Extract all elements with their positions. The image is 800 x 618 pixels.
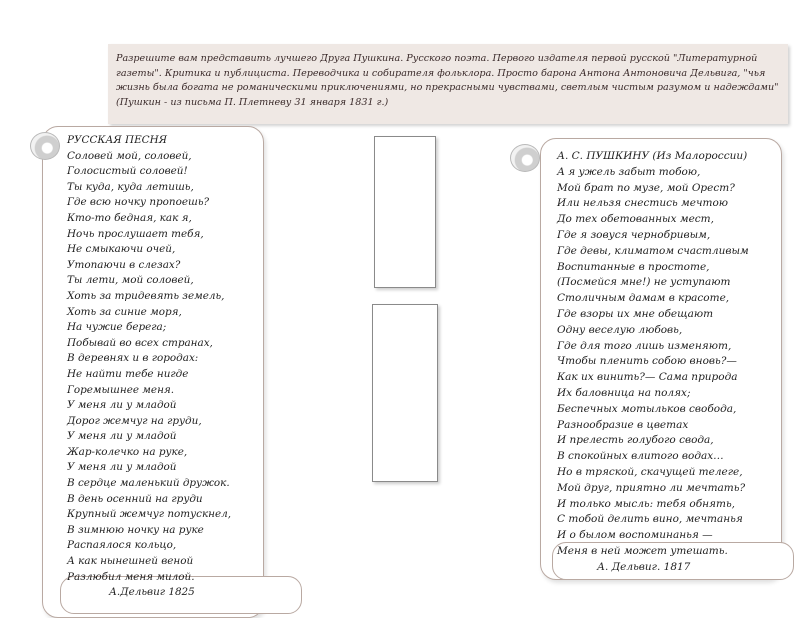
poem-line: Как их винить?— Сама природа bbox=[557, 371, 738, 384]
poem-line: Разлюбил меня милой. bbox=[67, 570, 195, 583]
poem-line: Воспитанные в простоте, bbox=[557, 260, 710, 273]
poem-line: Столичным дамам в красоте, bbox=[557, 292, 730, 305]
poem-line: А как нынешней веной bbox=[67, 555, 194, 568]
poem-title: А. С. ПУШКИНУ (Из Малороссии) bbox=[557, 150, 748, 162]
poem-line: Мой друг, приятно ли мечтать? bbox=[557, 481, 746, 494]
intro-text: Разрешите вам представить лучшего Друга Пушкина. Русского поэта. Первого издателя первой русской "Литературной газеты". Критика и публициста. Переводчика и собирателя фольклора. Просто барона Антона Антоновича Дельвига, "чья жизнь была богата не романическими приключениями, но прекрасными чувствами, светлым чистым разумом и надеждами" (Пушкин - из письма П. Плетневу 31 января 1831 г.) bbox=[116, 53, 779, 108]
poem-line: А я ужель забыт тобою, bbox=[557, 165, 701, 178]
poem-line: Ты лети, мой соловей, bbox=[67, 274, 194, 287]
poem-line: В сердце маленький дружок. bbox=[67, 477, 230, 490]
poem-line: С тобой делить вино, мечтанья bbox=[557, 513, 743, 526]
poem-line: Мой брат по музе, мой Орест? bbox=[557, 181, 735, 194]
to-pushkin-poem bbox=[557, 149, 749, 576]
poem-signature: А.Дельвиг 1825 bbox=[109, 586, 195, 599]
poem-line: Беспечных мотыльков свобода, bbox=[557, 402, 737, 415]
poem-line: Жар-колечко на руке, bbox=[67, 445, 188, 458]
poem-line: В зимнюю ночку на руке bbox=[67, 523, 204, 536]
poem-line: Где взоры их мне обещают bbox=[557, 307, 714, 320]
poem-line: Кто-то бедная, как я, bbox=[67, 211, 192, 224]
poem-line: Где для того лишь изменяют, bbox=[557, 339, 732, 352]
scroll-curl-icon bbox=[510, 144, 540, 172]
poem-line: Голосистый соловей! bbox=[67, 165, 188, 178]
poem-line: Горемышнее меня. bbox=[67, 383, 175, 396]
poem-line: Побывай во всех странах, bbox=[67, 336, 213, 349]
poem-line: Где всю ночку пропоешь? bbox=[67, 196, 210, 209]
poem-line: Или нельзя снестись мечтою bbox=[557, 197, 729, 210]
poem-title: РУССКАЯ ПЕСНЯ bbox=[67, 134, 168, 146]
image-placeholder-top bbox=[374, 136, 436, 288]
poem-line: Хоть за тридевять земель, bbox=[67, 289, 225, 302]
intro-box bbox=[108, 44, 788, 124]
poem-line: И о былом воспоминанья — bbox=[557, 529, 713, 542]
poem-line: На чужие берега; bbox=[67, 321, 167, 334]
poem-line: У меня ли у младой bbox=[67, 430, 177, 443]
poem-line: Разнообразие в цветах bbox=[557, 418, 689, 431]
poem-line: Дорог жемчуг на груди, bbox=[67, 414, 202, 427]
poem-line: Не смыкаючи очей, bbox=[67, 243, 176, 256]
scroll-curl-icon bbox=[30, 132, 60, 160]
poem-line: Где девы, климатом счастливым bbox=[557, 244, 749, 257]
poem-line: (Посмейся мне!) не уступают bbox=[557, 276, 731, 289]
poem-signature: А. Дельвиг. 1817 bbox=[597, 560, 691, 573]
poem-line: Ночь прослушает тебя, bbox=[67, 227, 204, 240]
poem-line: Их баловница на полях; bbox=[557, 386, 691, 399]
russian-song-poem bbox=[67, 133, 231, 601]
poem-line: Меня в ней может утешать. bbox=[557, 544, 728, 557]
poem-line: В день осенний на груди bbox=[67, 492, 203, 505]
poem-line: Хоть за синие моря, bbox=[67, 305, 182, 318]
poem-line: Распаялося кольцо, bbox=[67, 539, 177, 552]
poem-line: Но в тряской, скачущей телеге, bbox=[557, 465, 743, 478]
poem-line: До тех обетованных мест, bbox=[557, 213, 714, 226]
poem-line: У меня ли у младой bbox=[67, 461, 177, 474]
poem-line: В спокойных влитого водах… bbox=[557, 450, 724, 463]
image-placeholder-bottom bbox=[372, 304, 438, 482]
poem-line: Не найти тебе нигде bbox=[67, 367, 189, 380]
poem-line: Ты куда, куда летишь, bbox=[67, 180, 194, 193]
poem-line: Где я зовуся чернобривым, bbox=[557, 228, 711, 241]
poem-line: В деревнях и в городах: bbox=[67, 352, 199, 365]
poem-line: Чтобы пленить собою вновь?— bbox=[557, 355, 737, 368]
poem-line: Одну веселую любовь, bbox=[557, 323, 683, 336]
poem-line: Утопаючи в слезах? bbox=[67, 258, 181, 271]
poem-line: И только мысль: тебя обнять, bbox=[557, 497, 735, 510]
poem-line: Соловей мой, соловей, bbox=[67, 149, 192, 162]
poem-line: Крупный жемчуг потускнел, bbox=[67, 508, 232, 521]
poem-line: И прелесть голубого свода, bbox=[557, 434, 714, 447]
poem-line: У меня ли у младой bbox=[67, 399, 177, 412]
